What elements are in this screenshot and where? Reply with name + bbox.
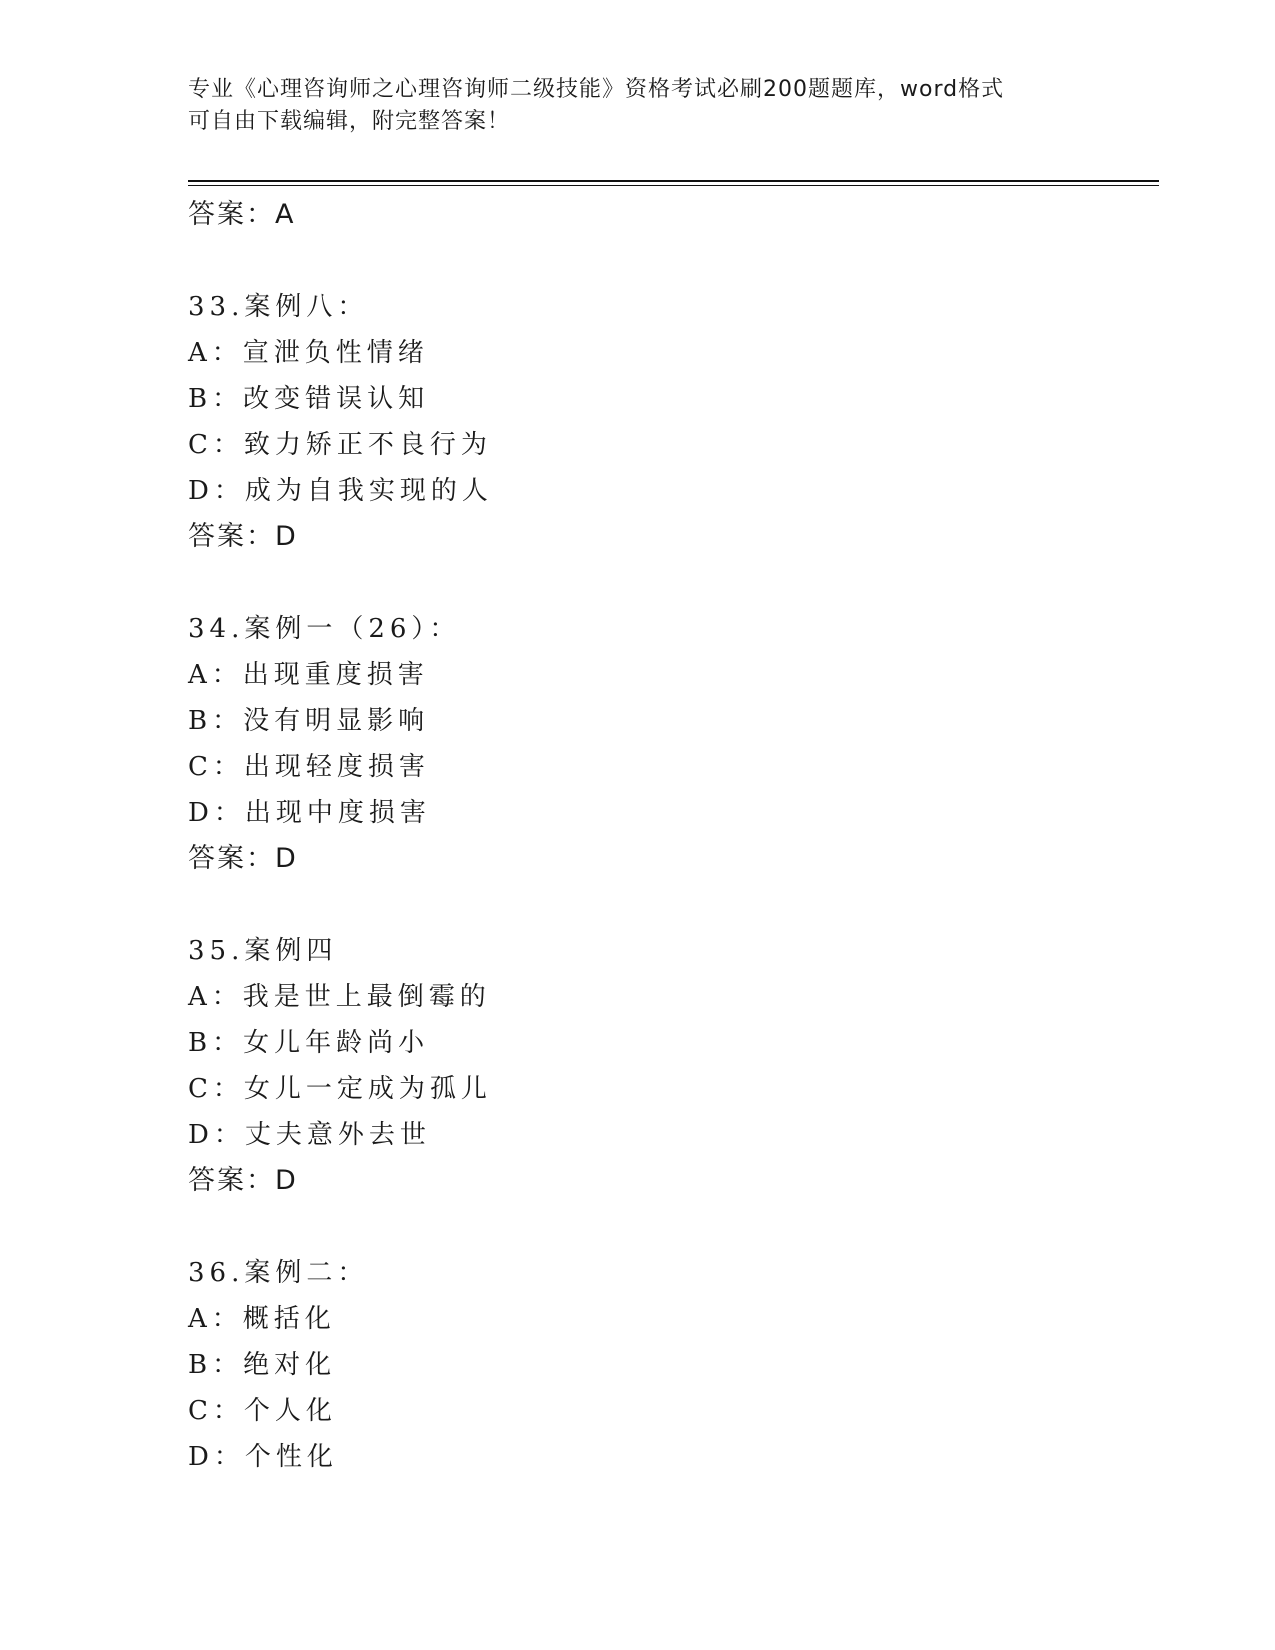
option-c: C：致力矫正不良行为: [188, 430, 492, 460]
spacer: [188, 238, 1148, 284]
option-a: A：宣泄负性情绪: [188, 338, 429, 368]
question-title: 34.案例一（26）：: [188, 614, 461, 644]
option-c: C：女儿一定成为孤儿: [188, 1074, 492, 1104]
option-a: A：我是世上最倒霉的: [188, 982, 491, 1012]
option-b: B：改变错误认知: [188, 384, 430, 414]
option-a: A：出现重度损害: [188, 660, 429, 690]
question-title: 36.案例二：: [188, 1258, 369, 1288]
option-d: D：丈夫意外去世: [188, 1120, 431, 1150]
option-c: C：个人化: [188, 1396, 337, 1426]
option-d: D：出现中度损害: [188, 798, 431, 828]
question-list: [188, 192, 1148, 1480]
answer-line: 答案：D: [188, 521, 298, 552]
option-d: D：个性化: [188, 1442, 338, 1472]
question-36: [188, 1250, 1148, 1480]
option-c: C：出现轻度损害: [188, 752, 430, 782]
header-rule-thick: [188, 180, 1159, 182]
header-rule-thin: [188, 185, 1159, 186]
question-title: 33.案例八：: [188, 292, 369, 322]
header-line-2: 可自由下载编辑，附完整答案！: [188, 109, 511, 134]
spacer: [188, 1204, 1148, 1250]
option-b: B：绝对化: [188, 1350, 337, 1380]
question-35: [188, 928, 1148, 1204]
answer-line: 答案：D: [188, 843, 298, 874]
option-b: B：没有明显影响: [188, 706, 430, 736]
header-line-1: 专业《心理咨询师之心理咨询师二级技能》资格考试必刷200题题库，word格式: [188, 77, 1005, 102]
option-d: D：成为自我实现的人: [188, 476, 493, 506]
answer-line: 答案：D: [188, 1165, 298, 1196]
question-34: [188, 606, 1148, 882]
answer-line: 答案：A: [188, 199, 296, 230]
document-header: [188, 74, 1088, 138]
spacer: [188, 882, 1148, 928]
question-title: 35.案例四: [188, 936, 338, 966]
option-b: B：女儿年龄尚小: [188, 1028, 430, 1058]
question-33: [188, 284, 1148, 560]
option-a: A：概括化: [188, 1304, 336, 1334]
spacer: [188, 560, 1148, 606]
